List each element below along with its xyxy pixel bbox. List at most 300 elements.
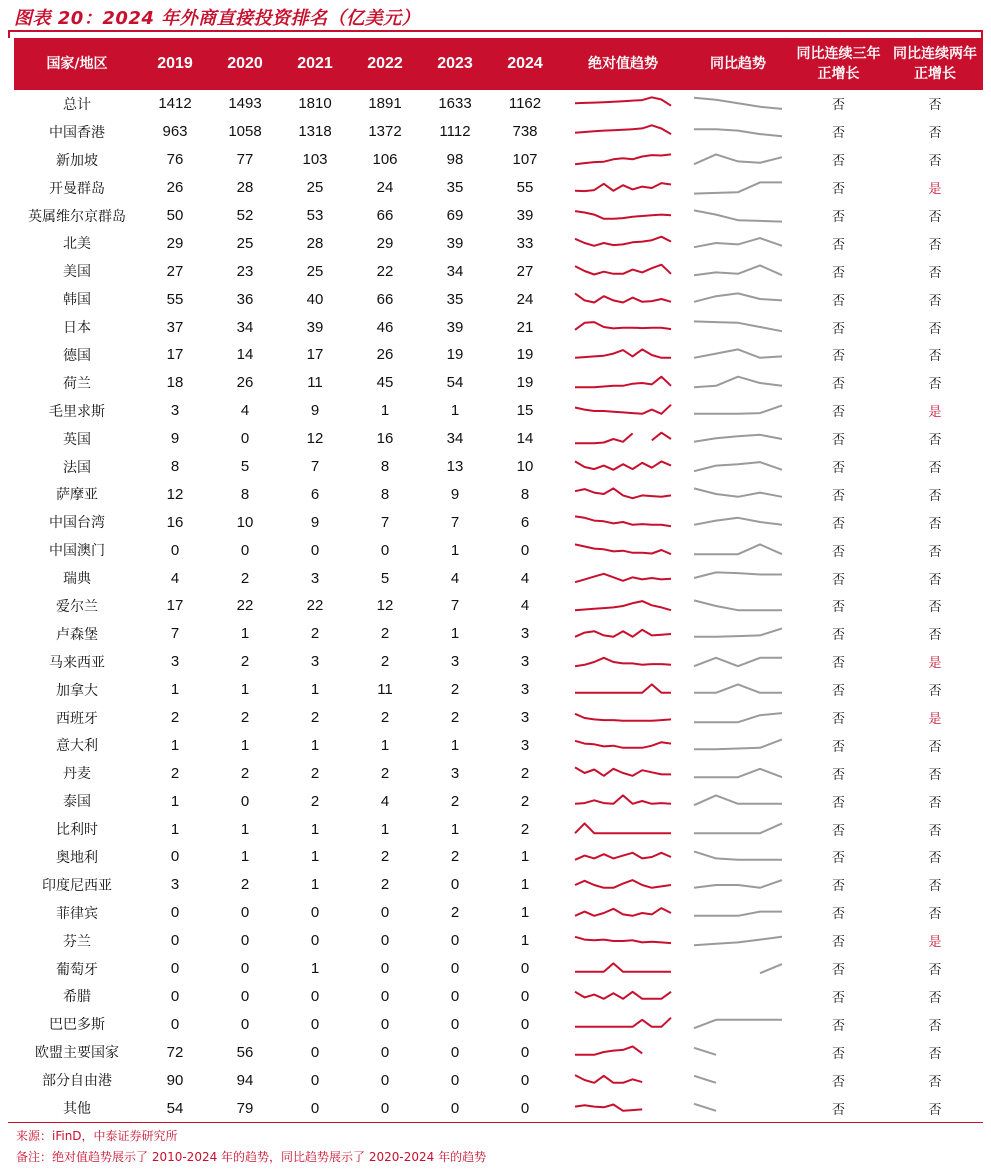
three-year-growth-flag: 否 (831, 628, 845, 644)
country-name: 英属维尔京群岛 (28, 208, 126, 225)
three-year-growth-flag: 否 (831, 823, 845, 839)
sparkline-path (694, 796, 782, 806)
header-abs-trend: 绝对值趋势 (588, 56, 658, 72)
header-year: 2020 (227, 55, 263, 72)
header-country: 国家/地区 (46, 56, 108, 72)
table-row (14, 927, 983, 955)
value-cell: 18 (166, 374, 184, 392)
sparkline-path (575, 601, 671, 610)
country-name: 泰国 (63, 794, 91, 811)
value-cell: 2 (310, 709, 320, 727)
country-name: 爱尔兰 (56, 598, 98, 615)
value-cell: 1 (520, 876, 530, 894)
value-cell: 963 (162, 123, 188, 141)
value-cell: 1 (310, 820, 320, 838)
fdi-ranking-table (14, 38, 983, 1122)
value-cell: 29 (376, 234, 394, 252)
value-cell: 106 (372, 151, 398, 169)
abs-trend-sparkline (560, 592, 686, 620)
value-cell: 1412 (158, 95, 192, 113)
value-cell: 4 (170, 569, 180, 587)
value-cell: 35 (446, 290, 464, 308)
country-name: 芬兰 (63, 933, 91, 950)
value-cell: 0 (240, 792, 250, 810)
sparkline-path (694, 154, 782, 164)
value-cell: 3 (520, 653, 530, 671)
value-cell: 69 (446, 207, 464, 224)
value-cell: 2 (310, 625, 320, 643)
three-year-growth-flag: 否 (831, 405, 845, 421)
table-row (14, 815, 983, 843)
sparkline-path (760, 964, 782, 973)
yoy-trend-sparkline (686, 313, 790, 341)
value-cell: 0 (310, 1043, 320, 1061)
value-cell: 2 (520, 820, 530, 838)
value-cell: 27 (516, 262, 534, 280)
yoy-trend-sparkline (686, 648, 790, 676)
value-cell: 1 (240, 820, 250, 838)
value-cell: 3 (520, 681, 530, 699)
value-cell: 28 (306, 234, 324, 252)
value-cell: 4 (520, 597, 530, 615)
header-year: 2019 (157, 55, 193, 72)
table-row (14, 118, 983, 146)
value-cell: 10 (236, 513, 254, 531)
sparkline-path (575, 823, 671, 833)
two-year-growth-flag: 否 (928, 488, 942, 504)
sparkline-path (575, 183, 671, 191)
country-name: 开曼群岛 (49, 180, 105, 197)
sparkline-path (575, 1018, 671, 1027)
value-cell: 13 (446, 458, 464, 476)
sparkline-path (575, 1075, 642, 1083)
two-year-growth-flag: 否 (928, 572, 942, 588)
table-row (14, 871, 983, 899)
country-name: 法国 (63, 459, 91, 476)
two-year-growth-flag: 否 (928, 461, 942, 477)
sparkline-path (694, 600, 782, 610)
table-row (14, 397, 983, 425)
value-cell: 26 (236, 374, 254, 392)
value-cell: 2 (240, 653, 250, 671)
value-cell: 17 (166, 597, 184, 615)
abs-trend-sparkline (560, 620, 686, 648)
three-year-growth-flag: 否 (831, 544, 845, 560)
value-cell: 22 (376, 262, 394, 280)
sparkline-path (575, 1105, 642, 1111)
table-row (14, 676, 983, 704)
header-row (14, 38, 983, 90)
value-cell: 0 (380, 1099, 390, 1117)
yoy-trend-sparkline (686, 229, 790, 257)
value-cell: 27 (166, 262, 184, 280)
value-cell: 7 (450, 597, 460, 615)
value-cell: 6 (310, 485, 320, 503)
value-cell: 2 (240, 876, 250, 894)
table-row (14, 285, 983, 313)
three-year-growth-flag: 否 (831, 433, 845, 449)
abs-trend-sparkline (560, 564, 686, 592)
two-year-growth-flag: 是 (928, 405, 942, 421)
value-cell: 6 (520, 513, 530, 531)
sparkline-path (575, 97, 671, 105)
three-year-growth-flag: 否 (831, 767, 845, 783)
sparkline-path (575, 125, 671, 134)
value-cell: 79 (236, 1099, 254, 1117)
yoy-trend-sparkline (686, 425, 790, 453)
two-year-growth-flag: 否 (928, 293, 942, 309)
value-cell: 8 (170, 458, 180, 476)
yoy-trend-sparkline (686, 927, 790, 955)
value-cell: 0 (240, 541, 250, 559)
three-year-growth-flag: 否 (831, 684, 845, 700)
value-cell: 0 (380, 1071, 390, 1089)
abs-trend-sparkline (560, 508, 686, 536)
table-row (14, 508, 983, 536)
three-year-growth-flag: 否 (831, 237, 845, 253)
three-year-growth-flag: 否 (831, 98, 845, 114)
sparkline-path (575, 322, 671, 330)
value-cell: 29 (166, 234, 184, 252)
value-cell: 28 (236, 179, 254, 197)
value-cell: 2 (240, 569, 250, 587)
value-cell: 3 (170, 402, 180, 420)
three-year-growth-flag: 否 (831, 600, 845, 616)
yoy-trend-sparkline (686, 397, 790, 425)
abs-trend-sparkline (560, 787, 686, 815)
abs-trend-sparkline (560, 843, 686, 871)
header-year: 2023 (437, 55, 473, 72)
abs-trend-sparkline (560, 146, 686, 174)
value-cell: 19 (446, 346, 464, 364)
yoy-trend-sparkline (686, 174, 790, 202)
value-cell: 0 (380, 1043, 390, 1061)
value-cell: 3 (170, 653, 180, 671)
table-row (14, 425, 983, 453)
value-cell: 0 (170, 904, 180, 922)
abs-trend-sparkline (560, 704, 686, 732)
abs-trend-sparkline (560, 397, 686, 425)
two-year-growth-flag: 否 (928, 907, 942, 923)
value-cell: 17 (166, 346, 184, 364)
yoy-trend-sparkline (686, 676, 790, 704)
abs-trend-sparkline (560, 1094, 686, 1122)
value-cell: 0 (310, 904, 320, 922)
value-cell: 37 (166, 318, 184, 336)
value-cell: 1493 (228, 95, 262, 113)
sparkline-path (694, 545, 782, 555)
abs-trend-sparkline (560, 759, 686, 787)
three-year-growth-flag: 否 (831, 461, 845, 477)
sparkline-path (694, 238, 782, 247)
sparkline-path (694, 851, 782, 859)
value-cell: 15 (516, 402, 534, 420)
value-cell: 54 (166, 1099, 184, 1117)
country-name: 欧盟主要国家 (35, 1045, 119, 1062)
value-cell: 3 (450, 653, 460, 671)
country-name: 日本 (63, 320, 91, 337)
sparkline-path (694, 489, 782, 497)
table-row (14, 704, 983, 732)
table-row (14, 620, 983, 648)
value-cell: 24 (516, 290, 534, 308)
sparkline-path (575, 433, 633, 443)
value-cell: 0 (310, 932, 320, 950)
two-year-growth-flag: 是 (928, 712, 942, 728)
yoy-trend-sparkline (686, 564, 790, 592)
abs-trend-sparkline (560, 369, 686, 397)
value-cell: 0 (450, 1099, 460, 1117)
sparkline-path (575, 630, 671, 637)
sparkline-path (694, 713, 782, 722)
value-cell: 66 (376, 290, 394, 308)
sparkline-path (575, 294, 671, 303)
two-year-growth-flag: 否 (928, 1018, 942, 1034)
three-year-growth-flag: 否 (831, 1074, 845, 1090)
value-cell: 76 (166, 151, 184, 169)
value-cell: 3 (310, 569, 320, 587)
value-cell: 0 (520, 1043, 530, 1061)
value-cell: 738 (512, 123, 538, 141)
value-cell: 26 (166, 179, 184, 197)
value-cell: 1112 (439, 123, 471, 141)
value-cell: 55 (516, 179, 534, 197)
two-year-growth-flag: 否 (928, 265, 942, 281)
value-cell: 1 (170, 736, 180, 754)
country-name: 希腊 (63, 989, 91, 1006)
value-cell: 5 (380, 569, 390, 587)
value-cell: 2 (450, 848, 460, 866)
value-cell: 0 (520, 1099, 530, 1117)
sparkline-path (694, 266, 782, 276)
value-cell: 0 (380, 987, 390, 1005)
table-row (14, 453, 983, 481)
value-cell: 0 (310, 1071, 320, 1089)
value-cell: 0 (520, 1071, 530, 1089)
page-title: 图表 20：2024 年外商直接投资排名（亿美元） (14, 8, 421, 29)
two-year-growth-flag: 否 (928, 628, 942, 644)
value-cell: 19 (516, 346, 534, 364)
sparkline-path (575, 880, 671, 888)
sparkline-path (575, 992, 671, 999)
sparkline-path (575, 853, 671, 860)
value-cell: 2 (450, 792, 460, 810)
abs-trend-sparkline (560, 1010, 686, 1038)
yoy-trend-sparkline (686, 759, 790, 787)
sparkline-path (694, 405, 782, 413)
value-cell: 12 (376, 597, 394, 615)
sparkline-path (694, 98, 782, 109)
value-cell: 0 (170, 541, 180, 559)
three-year-growth-flag: 否 (831, 265, 845, 281)
value-cell: 0 (240, 1015, 250, 1033)
value-cell: 0 (170, 960, 180, 978)
three-year-growth-flag: 否 (831, 154, 845, 170)
country-name: 萨摩亚 (56, 487, 98, 504)
three-year-growth-flag: 否 (831, 712, 845, 728)
value-cell: 45 (376, 374, 394, 392)
sparkline-path (575, 796, 671, 804)
value-cell: 1 (520, 848, 530, 866)
sparkline-path (575, 237, 671, 246)
country-name: 中国香港 (49, 124, 105, 141)
value-cell: 3 (520, 709, 530, 727)
table-row (14, 202, 983, 230)
value-cell: 1 (450, 625, 460, 643)
value-cell: 2 (380, 653, 390, 671)
value-cell: 2 (380, 876, 390, 894)
value-cell: 72 (166, 1043, 184, 1061)
header-year: 2022 (367, 55, 403, 72)
value-cell: 0 (380, 932, 390, 950)
three-year-growth-flag: 否 (831, 293, 845, 309)
two-year-growth-flag: 是 (928, 182, 942, 198)
value-cell: 0 (240, 960, 250, 978)
value-cell: 8 (380, 458, 390, 476)
two-year-growth-flag: 是 (928, 935, 942, 951)
country-name: 美国 (63, 264, 91, 281)
title-divider (8, 30, 983, 32)
two-year-growth-flag: 否 (928, 767, 942, 783)
sparkline-path (575, 713, 671, 720)
abs-trend-sparkline (560, 480, 686, 508)
sparkline-path (694, 658, 782, 666)
abs-trend-sparkline (560, 90, 686, 118)
sparkline-path (694, 684, 782, 692)
two-year-growth-flag: 是 (928, 656, 942, 672)
abs-trend-sparkline (560, 453, 686, 481)
value-cell: 16 (166, 513, 184, 531)
sparkline-path (694, 182, 782, 193)
value-cell: 14 (516, 430, 534, 448)
sparkline-path (694, 1048, 716, 1055)
yoy-trend-sparkline (686, 1038, 790, 1066)
sparkline-path (575, 349, 671, 357)
three-year-growth-flag: 否 (831, 851, 845, 867)
two-year-growth-flag: 否 (928, 795, 942, 811)
yoy-trend-sparkline (686, 536, 790, 564)
value-cell: 8 (240, 485, 250, 503)
value-cell: 0 (450, 987, 460, 1005)
abs-trend-sparkline (560, 1066, 686, 1094)
three-year-growth-flag: 否 (831, 795, 845, 811)
value-cell: 16 (376, 430, 394, 448)
two-year-growth-flag: 否 (928, 823, 942, 839)
value-cell: 0 (240, 987, 250, 1005)
yoy-trend-sparkline (686, 871, 790, 899)
yoy-trend-sparkline (686, 815, 790, 843)
abs-trend-sparkline (560, 815, 686, 843)
value-cell: 2 (450, 904, 460, 922)
abs-trend-sparkline (560, 313, 686, 341)
sparkline-path (575, 545, 671, 555)
sparkline-path (694, 129, 782, 136)
country-name: 总计 (63, 96, 91, 113)
value-cell: 0 (240, 430, 250, 448)
sparkline-path (575, 377, 671, 388)
three-year-growth-flag: 否 (831, 210, 845, 225)
sparkline-path (652, 432, 671, 440)
sparkline-path (694, 769, 782, 777)
two-year-growth-flag: 否 (928, 237, 942, 253)
table-row (14, 90, 983, 118)
sparkline-path (575, 936, 671, 942)
value-cell: 2 (450, 681, 460, 699)
country-name: 葡萄牙 (56, 961, 98, 978)
value-cell: 21 (516, 318, 534, 336)
country-name: 意大利 (56, 738, 98, 755)
value-cell: 1 (240, 625, 250, 643)
value-cell: 4 (380, 792, 390, 810)
value-cell: 77 (236, 151, 254, 169)
sparkline-path (694, 349, 782, 357)
two-year-growth-flag: 否 (928, 684, 942, 700)
country-name: 中国台湾 (49, 515, 105, 532)
two-year-growth-flag: 否 (928, 154, 942, 170)
sparkline-path (575, 741, 671, 748)
value-cell: 9 (310, 513, 320, 531)
value-cell: 0 (450, 1071, 460, 1089)
value-cell: 19 (516, 374, 534, 392)
value-cell: 2 (380, 764, 390, 782)
value-cell: 0 (450, 1043, 460, 1061)
country-name: 韩国 (63, 292, 91, 309)
table-row (14, 146, 983, 174)
three-year-growth-flag: 否 (831, 377, 845, 393)
sparkline-path (575, 963, 671, 971)
value-cell: 7 (170, 625, 180, 643)
sparkline-path (694, 1104, 716, 1111)
country-name: 加拿大 (56, 682, 98, 699)
value-cell: 1 (310, 876, 320, 894)
two-year-growth-flag: 否 (928, 98, 942, 114)
two-year-growth-flag: 否 (928, 1074, 942, 1090)
value-cell: 103 (302, 151, 328, 169)
yoy-trend-sparkline (686, 787, 790, 815)
header-year: 2021 (297, 55, 333, 72)
country-name: 马来西亚 (49, 654, 105, 671)
sparkline-path (575, 461, 671, 469)
table-row (14, 843, 983, 871)
value-cell: 66 (376, 207, 394, 224)
value-cell: 1162 (508, 95, 542, 113)
sparkline-path (694, 823, 782, 833)
yoy-trend-sparkline (686, 202, 790, 230)
value-cell: 2 (450, 709, 460, 727)
two-year-growth-flag: 否 (928, 210, 942, 225)
two-year-growth-flag: 否 (928, 990, 942, 1006)
three-year-growth-flag: 否 (831, 1018, 845, 1034)
value-cell: 3 (520, 625, 530, 643)
yoy-trend-sparkline (686, 704, 790, 732)
abs-trend-sparkline (560, 229, 686, 257)
sparkline-path (694, 1020, 782, 1028)
value-cell: 1891 (368, 95, 402, 113)
value-cell: 35 (446, 179, 464, 197)
value-cell: 0 (520, 1015, 530, 1033)
yoy-trend-sparkline (686, 620, 790, 648)
source-note: 来源：iFinD，中泰证券研究所 (16, 1129, 178, 1143)
yoy-trend-sparkline (686, 843, 790, 871)
three-year-growth-flag: 否 (831, 879, 845, 895)
three-year-growth-flag: 否 (831, 990, 845, 1006)
value-cell: 0 (450, 932, 460, 950)
yoy-trend-sparkline (686, 341, 790, 369)
yoy-trend-sparkline (686, 118, 790, 146)
value-cell: 0 (170, 932, 180, 950)
value-cell: 0 (240, 904, 250, 922)
two-year-growth-flag: 否 (928, 963, 942, 979)
